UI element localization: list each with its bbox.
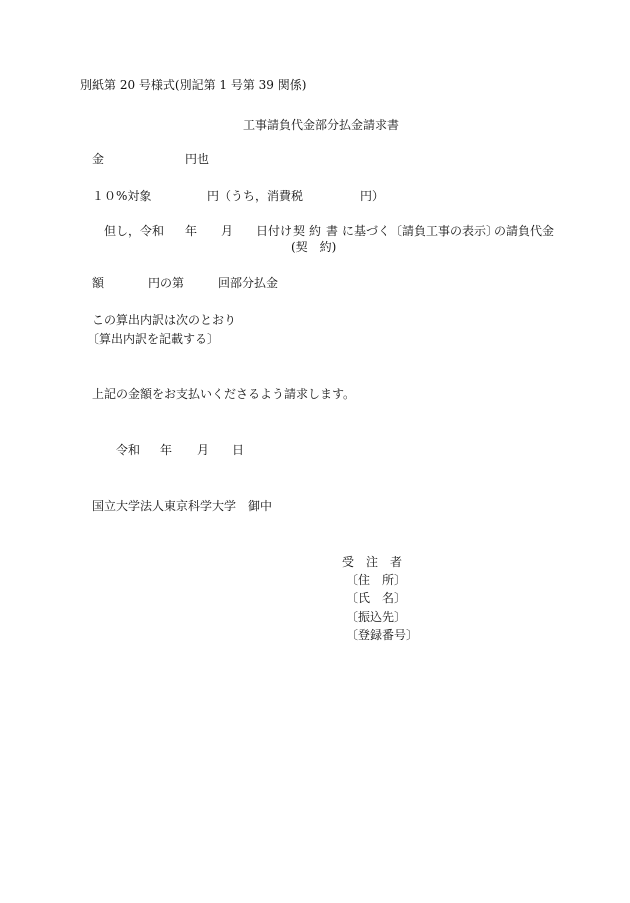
installment-yen-no: 円の第 (148, 276, 185, 290)
tax-close: 円） (360, 189, 385, 203)
proviso-year: 年 (185, 224, 198, 238)
document-title: 工事請負代金部分払金請求書 (243, 118, 400, 132)
proviso-lead: 但し，令和 (104, 224, 165, 238)
contractor-bank: 〔振込先〕 (346, 610, 407, 624)
proviso-doc-yaku: 約 (309, 224, 322, 238)
contractor-registration: 〔登録番号〕 (346, 628, 419, 642)
amount-label: 金 (92, 152, 105, 166)
proviso-bracket: 〔請負工事の表示〕 (390, 224, 499, 238)
amount-suffix: 円也 (185, 152, 210, 166)
date-era: 令和 (116, 443, 141, 457)
request-sentence: 上記の金額をお支払いくださるよう請求します。 (92, 387, 356, 401)
proviso-doc-sho: 書 (326, 224, 339, 238)
proviso-day-based: 日付け (256, 224, 293, 238)
proviso-month: 月 (221, 224, 234, 238)
installment-kai: 回部分払金 (218, 276, 279, 290)
breakdown-line-2: 〔算出内訳を記載する〕 (87, 332, 220, 346)
proviso-doc-ke: 契 (293, 224, 306, 238)
form-number: 別紙第 20 号様式(別記第 1 号第 39 関係) (80, 78, 307, 92)
date-day: 日 (232, 443, 245, 457)
proviso-sub: (契 約) (291, 240, 337, 254)
addressee: 国立大学法人東京科学大学 御中 (92, 499, 273, 513)
date-month: 月 (197, 443, 210, 457)
breakdown-line-1: この算出内訳は次のとおり (92, 313, 237, 327)
proviso-ni-motozuku: に基づく (342, 224, 391, 238)
tax-label: １０%対象 (92, 189, 152, 203)
contractor-name: 〔氏 名〕 (346, 591, 407, 605)
date-year: 年 (160, 443, 173, 457)
contractor-address: 〔住 所〕 (346, 573, 407, 587)
tax-yen: 円（うち，消費税 (207, 189, 304, 203)
contractor-heading: 受 注 者 (342, 555, 403, 569)
installment-label: 額 (92, 276, 105, 290)
proviso-tail: の請負代金 (494, 224, 555, 238)
